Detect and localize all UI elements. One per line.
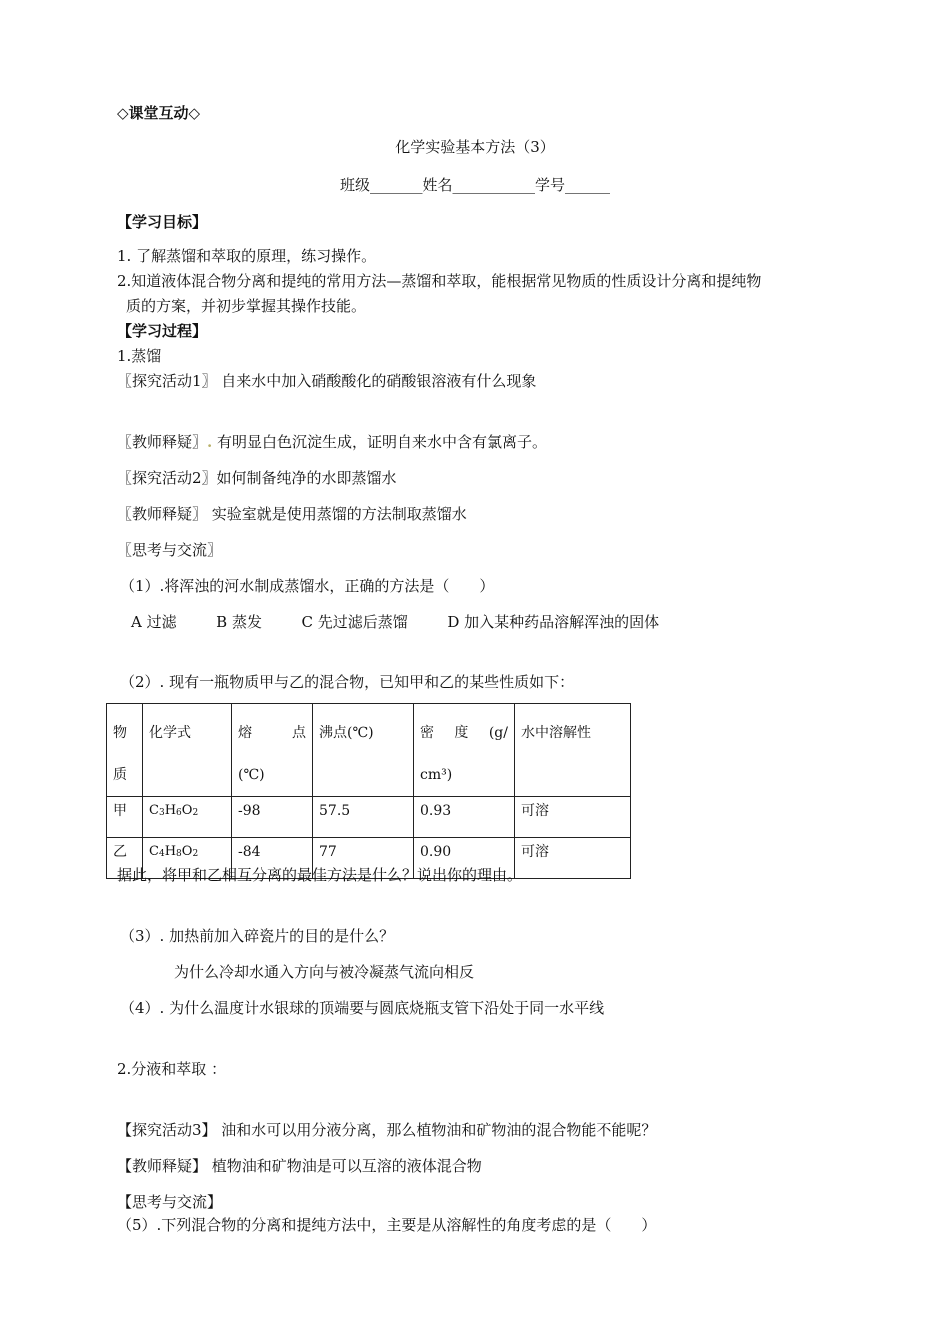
table-row (107, 797, 631, 838)
cell-melting-point: -98 (232, 797, 313, 838)
question-3: （3）. 加热前加入碎瓷片的目的是什么？ (120, 927, 395, 945)
cell-density: 0.90 (414, 838, 515, 879)
question-2-followup: 据此，将甲和乙相互分离的最佳方法是什么？说出你的理由。 (117, 866, 523, 884)
header-solubility: 水中溶解性 (515, 704, 631, 797)
header-formula: 化学式 (143, 704, 232, 797)
activity-1: 〖探究活动1〗 自来水中加入硝酸酸化的硝酸银溶液有什么现象 (117, 372, 537, 390)
cell-density: 0.93 (414, 797, 515, 838)
teacher-explain-2: 〖教师释疑〗 实验室就是使用蒸馏的方法制取蒸馏水 (117, 505, 467, 523)
objective-2-continued: 质的方案，并初步掌握其操作技能。 (126, 297, 367, 315)
objective-1: 1. 了解蒸馏和萃取的原理，练习操作。 (117, 247, 377, 265)
think-discuss-1: 〖思考与交流〗 (117, 541, 223, 559)
teacher-explain-3: 【教师释疑】 植物油和矿物油是可以互溶的液体混合物 (117, 1157, 482, 1175)
teacher-explain-1-label: 〖教师释疑〗 (117, 433, 208, 451)
cell-boiling-point: 77 (313, 838, 414, 879)
section-label: ◇课堂互动◇ (117, 104, 201, 122)
objectives-heading: 【学习目标】 (117, 213, 208, 231)
question-5: （5）.下列混合物的分离和提纯方法中，主要是从溶解性的角度考虑的是（ ） (117, 1216, 657, 1234)
think-discuss-2: 【思考与交流】 (117, 1193, 223, 1211)
header-boiling-point: 沸点(℃) (313, 704, 414, 797)
teacher-explain-1 (117, 432, 547, 452)
option-c: C 先过滤后蒸馏 (301, 613, 408, 631)
cell-name: 乙 (107, 838, 143, 879)
cell-melting-point: -84 (232, 838, 313, 879)
cell-formula: $C_3H_6O_2$ (143, 797, 232, 838)
table-header-row (107, 704, 631, 797)
question-1: （1）.将浑浊的河水制成蒸馏水，正确的方法是（ ） (120, 577, 495, 595)
option-a: A 过滤 (131, 613, 177, 631)
question-3b: 为什么冷却水通入方向与被冷凝蒸气流向相反 (174, 963, 475, 981)
cell-name: 甲 (107, 797, 143, 838)
student-info-line: 班级_______姓名___________学号______ (339, 176, 610, 194)
page-title: 化学实验基本方法（3） (395, 138, 555, 156)
question-2: （2）. 现有一瓶物质甲与乙的混合物，已知甲和乙的某些性质如下： (120, 673, 575, 691)
cell-solubility: 可溶 (515, 838, 631, 879)
header-substance: 物 质 (107, 704, 143, 797)
question-1-options (131, 612, 659, 632)
activity-3: 【探究活动3】 油和水可以用分液分离，那么植物油和矿物油的混合物能不能呢？ (117, 1121, 657, 1139)
marker-dot: . (207, 433, 213, 451)
option-b: B 蒸发 (216, 613, 262, 631)
option-d: D 加入某种药品溶解浑浊的固体 (447, 613, 660, 631)
part2-heading: 2.分液和萃取 ： (117, 1060, 227, 1078)
cell-solubility: 可溶 (515, 797, 631, 838)
properties-table (106, 703, 631, 879)
objective-2: 2.知道液体混合物分离和提纯的常用方法—蒸馏和萃取，能根据常见物质的性质设计分离和提纯物 (117, 272, 762, 290)
activity-2: 〖探究活动2〗如何制备纯净的水即蒸馏水 (117, 469, 397, 487)
part1-heading: 1.蒸馏 (117, 347, 162, 365)
question-4: （4）. 为什么温度计水银球的顶端要与圆底烧瓶支管下沿处于同一水平线 (120, 999, 605, 1017)
cell-boiling-point: 57.5 (313, 797, 414, 838)
process-heading: 【学习过程】 (117, 322, 208, 340)
cell-formula: $C_4H_8O_2$ (143, 838, 232, 879)
header-density: 密 度 (g/ cm³) (414, 704, 515, 797)
header-melting-point: 熔 点 (℃) (232, 704, 313, 797)
teacher-explain-1-text: 有明显白色沉淀生成，证明自来水中含有氯离子。 (217, 433, 548, 451)
